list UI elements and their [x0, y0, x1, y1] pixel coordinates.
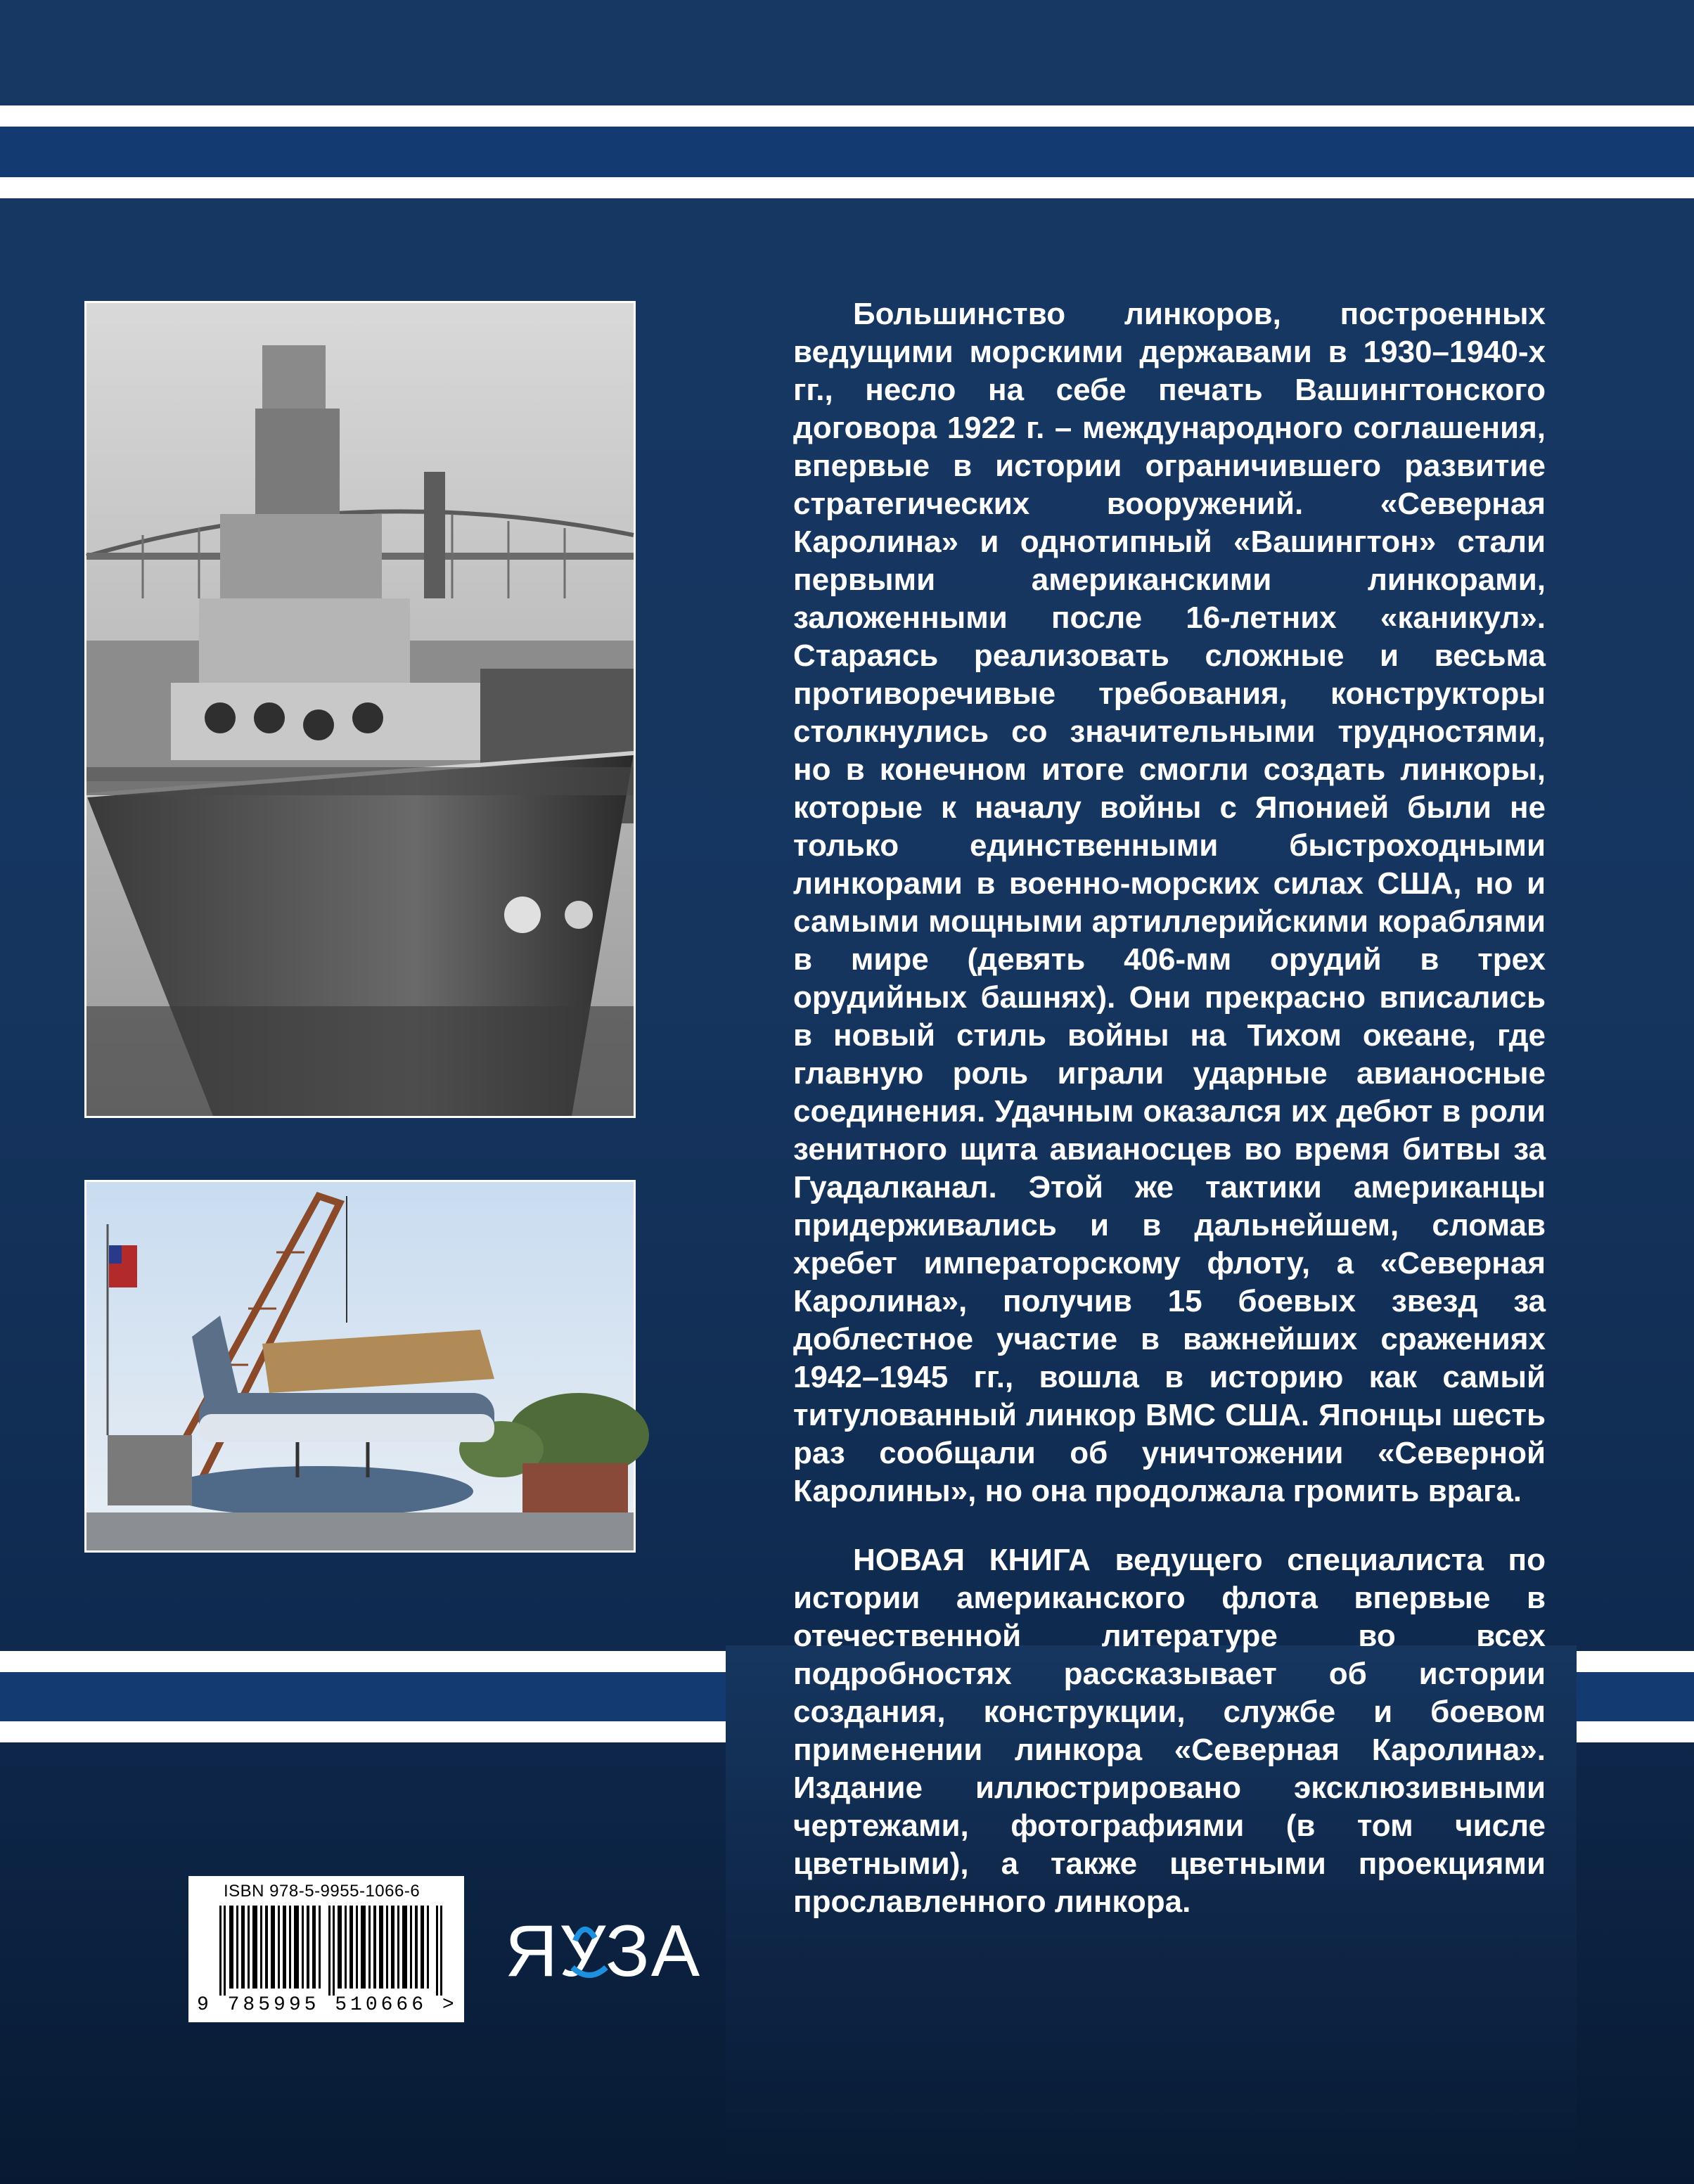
- back-cover-description: [793, 295, 1546, 1921]
- barcode-bars: [219, 1906, 444, 1996]
- description-paragraph-1: Большинство линкоров, построенных ведущими морскими державами в 1930–1940-х гг., несло на себе печать Вашингтонского договора 1922 г. – международного соглашения, впервые в истории ограничившего развитие стратегических вооружений. «Северная Каролина» и однотипный «Вашингтон» стали первыми американскими линкорами, заложенными после 16-летних «каникул». Стараясь реализовать сложные и весьма противоречивые требования, конструкторы столкнулись со значительными трудностями, но в конечном итоге смогли создать линкоры, которые к началу войны с Японией были не только единственными быстроходными линкорами в военно-морских силах США, но и самыми мощными артиллерийскими кораблями в мире (девять 406-мм орудий в трех орудийных башнях). Они прекрасно вписались в новый стиль войны на Тихом океане, где главную роль играли ударные авианосные соединения. Удачным оказался их дебют в роли зенитного щита авианосцев во время битвы за Гуадалканал. Этой же тактики американцы придерживались и в дальнейшем, сломав хребет императорскому флоту, а «Северная Каролина», получив 15 боевых звезд за доблестное участие в важнейших сражениях 1942–1945 гг., вошла в историю как самый титулованный линкор ВМС США. Японцы шесть раз сообщали об уничтожении «Северной Каролины», но она продолжала громить врага.: [793, 297, 1546, 1508]
- top-blue-stripe: [0, 127, 1694, 177]
- description-paragraph-2: НОВАЯ КНИГА ведущего специалиста по истории американского флота впервые в отечественной литературе во всех подробностях рассказывает об истории создания, конструкции, службе и боевом применении линкора «Северная Каролина». Издание иллюстрировано эксклюзивными чертежами, фотографиями (в том числе цветными), а также цветными проекциями прославленного линкора.: [793, 1543, 1546, 1919]
- publisher-logo: [505, 1906, 702, 1992]
- top-white-stripe-1: [0, 105, 1694, 127]
- seaplane-on-deck-photo: [84, 1180, 636, 1553]
- publisher-logo-text: ЯУЗА: [505, 1910, 702, 1992]
- battleship-bow-photo: [84, 301, 636, 1118]
- isbn-label: ISBN 978-5-9955-1066-6: [224, 1882, 421, 1901]
- isbn-barcode: [188, 1876, 464, 2022]
- top-white-stripe-2: [0, 177, 1694, 198]
- barcode-digits: 9 785995 510666 >: [197, 1994, 458, 2016]
